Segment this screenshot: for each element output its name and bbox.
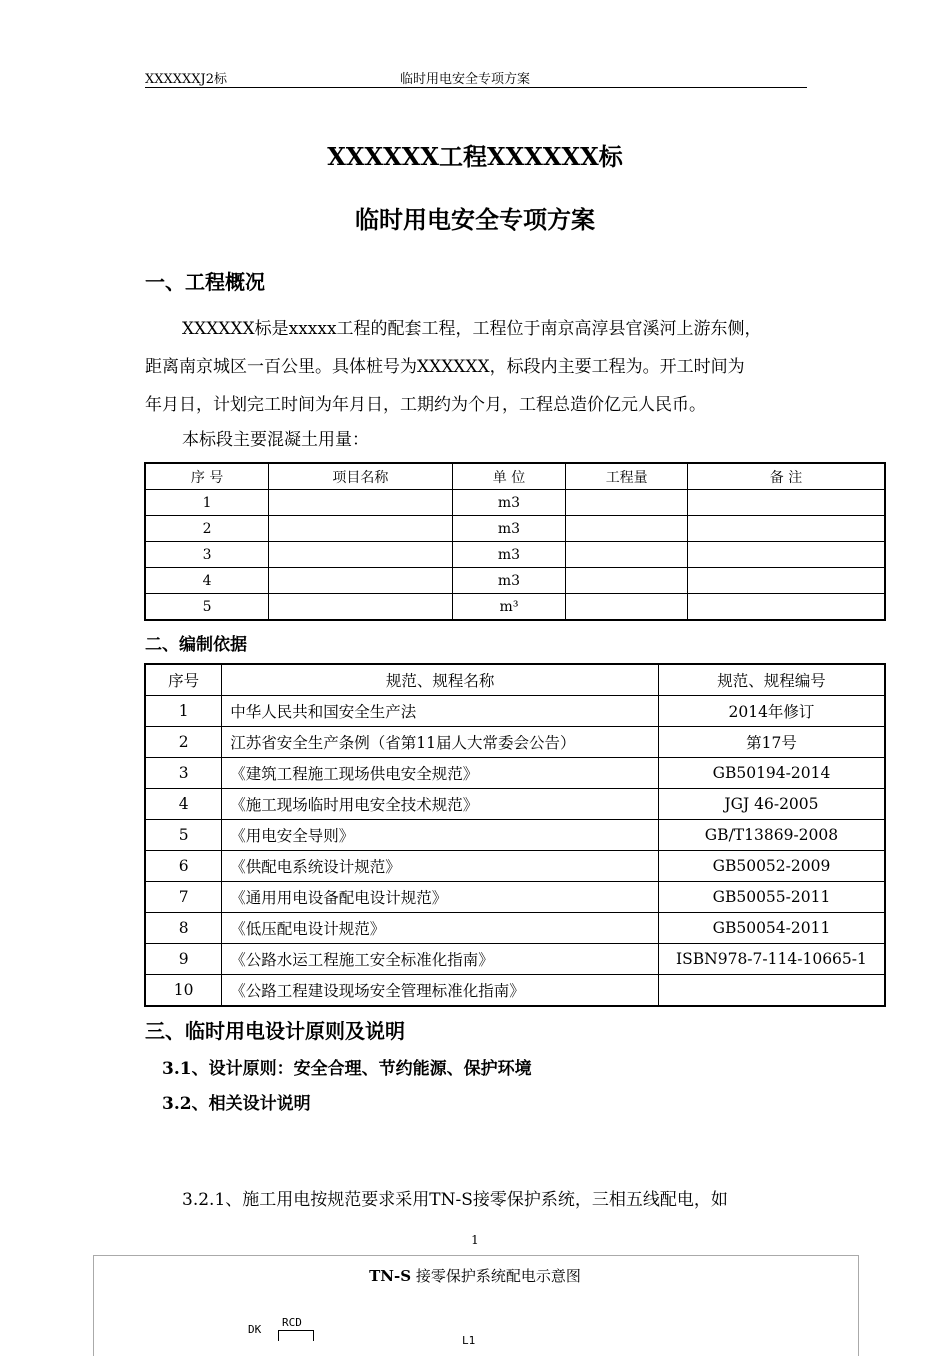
table-cell: GB50054-2011 [658, 913, 885, 944]
document-title: XXXXXX工程XXXXXX标 [327, 142, 623, 171]
table-row [145, 758, 885, 789]
table-header-cell: 备 注 [688, 463, 885, 490]
table-header-cell: 序号 [145, 664, 222, 696]
table-cell: GB50052-2009 [658, 851, 885, 882]
table-cell: 5 [145, 594, 269, 621]
diagram-title [93, 1265, 857, 1286]
standards-table [144, 663, 886, 1007]
table-cell [269, 568, 452, 594]
table-cell: 中华人民共和国安全生产法 [222, 696, 659, 727]
table-header-cell: 工程量 [566, 463, 688, 490]
table-cell: 《供配电系统设计规范》 [222, 851, 659, 882]
table-header-row [145, 664, 885, 696]
table-cell: 4 [145, 789, 222, 820]
table-cell: 2 [145, 727, 222, 758]
table-cell [566, 542, 688, 568]
table-cell: 第17号 [658, 727, 885, 758]
diagram-title-bold: TN-S [369, 1267, 412, 1285]
table-cell: GB/T13869-2008 [658, 820, 885, 851]
table-cell: 《用电安全导则》 [222, 820, 659, 851]
table-row [145, 882, 885, 913]
table-cell [566, 490, 688, 516]
table-row [145, 913, 885, 944]
table-cell: 1 [145, 696, 222, 727]
table-cell [566, 594, 688, 621]
table-row [145, 568, 885, 594]
table-row [145, 944, 885, 975]
table-header-cell: 序 号 [145, 463, 269, 490]
section3-heading: 三、临时用电设计原则及说明 [145, 1019, 405, 1043]
table-cell: 《建筑工程施工现场供电安全规范》 [222, 758, 659, 789]
table-cell [658, 975, 885, 1007]
header-rule [145, 87, 807, 88]
table-row [145, 975, 885, 1007]
section1-para-line1: XXXXXX标是xxxxx工程的配套工程，工程位于南京高淳县官溪河上游东侧， [182, 319, 762, 339]
table-cell: 江苏省安全生产条例（省第11届人大常委会公告） [222, 727, 659, 758]
table-cell: 3 [145, 542, 269, 568]
table-cell [269, 594, 452, 621]
table-cell: 《低压配电设计规范》 [222, 913, 659, 944]
table-header-cell: 规范、规程名称 [222, 664, 659, 696]
table-header-cell: 规范、规程编号 [658, 664, 885, 696]
table-row [145, 727, 885, 758]
table-row [145, 820, 885, 851]
table-row [145, 851, 885, 882]
table-row [145, 516, 885, 542]
diagram-rcd-box [278, 1330, 314, 1341]
table-cell: 《公路水运工程施工安全标准化指南》 [222, 944, 659, 975]
section1-para2: 本标段主要混凝土用量： [182, 430, 369, 450]
page-number: 1 [471, 1233, 479, 1247]
table-cell: 7 [145, 882, 222, 913]
table-cell: GB50194-2014 [658, 758, 885, 789]
table-cell: 3 [145, 758, 222, 789]
table-cell [269, 542, 452, 568]
table-cell: 《施工现场临时用电安全技术规范》 [222, 789, 659, 820]
table-cell: ISBN978-7-114-10665-1 [658, 944, 885, 975]
diagram-label-l1: L1 [462, 1334, 476, 1347]
table-row [145, 542, 885, 568]
concrete-quantity-table [144, 462, 886, 621]
table-cell: 《通用用电设备配电设计规范》 [222, 882, 659, 913]
table-cell [688, 516, 885, 542]
table-cell: 4 [145, 568, 269, 594]
table-cell [269, 516, 452, 542]
header-left: XXXXXXJ2标 [145, 72, 228, 87]
diagram-title-rest: 接零保护系统配电示意图 [411, 1267, 581, 1285]
table-cell: 8 [145, 913, 222, 944]
table-cell: GB50055-2011 [658, 882, 885, 913]
table-row [145, 594, 885, 621]
table-header-cell: 单 位 [452, 463, 566, 490]
diagram-label-dk: DK [248, 1323, 262, 1336]
table-cell [566, 516, 688, 542]
section3-sub2: 3.2、相关设计说明 [162, 1094, 311, 1114]
document-subtitle: 临时用电安全专项方案 [355, 205, 595, 234]
table-row [145, 696, 885, 727]
table-cell: m³ [452, 594, 566, 621]
table-cell: 2014年修订 [658, 696, 885, 727]
table-cell [688, 542, 885, 568]
table-cell: 2 [145, 516, 269, 542]
table-cell: 5 [145, 820, 222, 851]
section1-para-line3: 年月日，计划完工时间为年月日，工期约为个月，工程总造价亿元人民币。 [145, 395, 706, 415]
table-cell: m3 [452, 516, 566, 542]
table-cell: 10 [145, 975, 222, 1007]
table-header-cell: 项目名称 [269, 463, 452, 490]
section3-para: 3.2.1、施工用电按规范要求采用TN-S接零保护系统，三相五线配电，如 [182, 1190, 728, 1210]
table-cell [688, 594, 885, 621]
table-cell [688, 568, 885, 594]
table-cell [269, 490, 452, 516]
table-header-row [145, 463, 885, 490]
table-cell [688, 490, 885, 516]
table-row [145, 789, 885, 820]
diagram-label-rcd: RCD [282, 1316, 302, 1329]
table-row [145, 490, 885, 516]
table-cell [566, 568, 688, 594]
section3-sub1: 3.1、设计原则：安全合理、节约能源、保护环境 [162, 1059, 532, 1079]
section1-para-line2: 距离南京城区一百公里。具体桩号为XXXXXX，标段内主要工程为。开工时间为 [145, 357, 745, 377]
table-cell: 1 [145, 490, 269, 516]
section1-heading: 一、工程概况 [145, 270, 265, 294]
section2-heading: 二、编制依据 [145, 635, 247, 655]
table-cell: m3 [452, 542, 566, 568]
table-cell: JGJ 46-2005 [658, 789, 885, 820]
header-center: 临时用电安全专项方案 [400, 72, 531, 87]
table-cell: m3 [452, 490, 566, 516]
table-cell: 6 [145, 851, 222, 882]
table-cell: m3 [452, 568, 566, 594]
table-cell: 《公路工程建设现场安全管理标准化指南》 [222, 975, 659, 1007]
table-cell: 9 [145, 944, 222, 975]
